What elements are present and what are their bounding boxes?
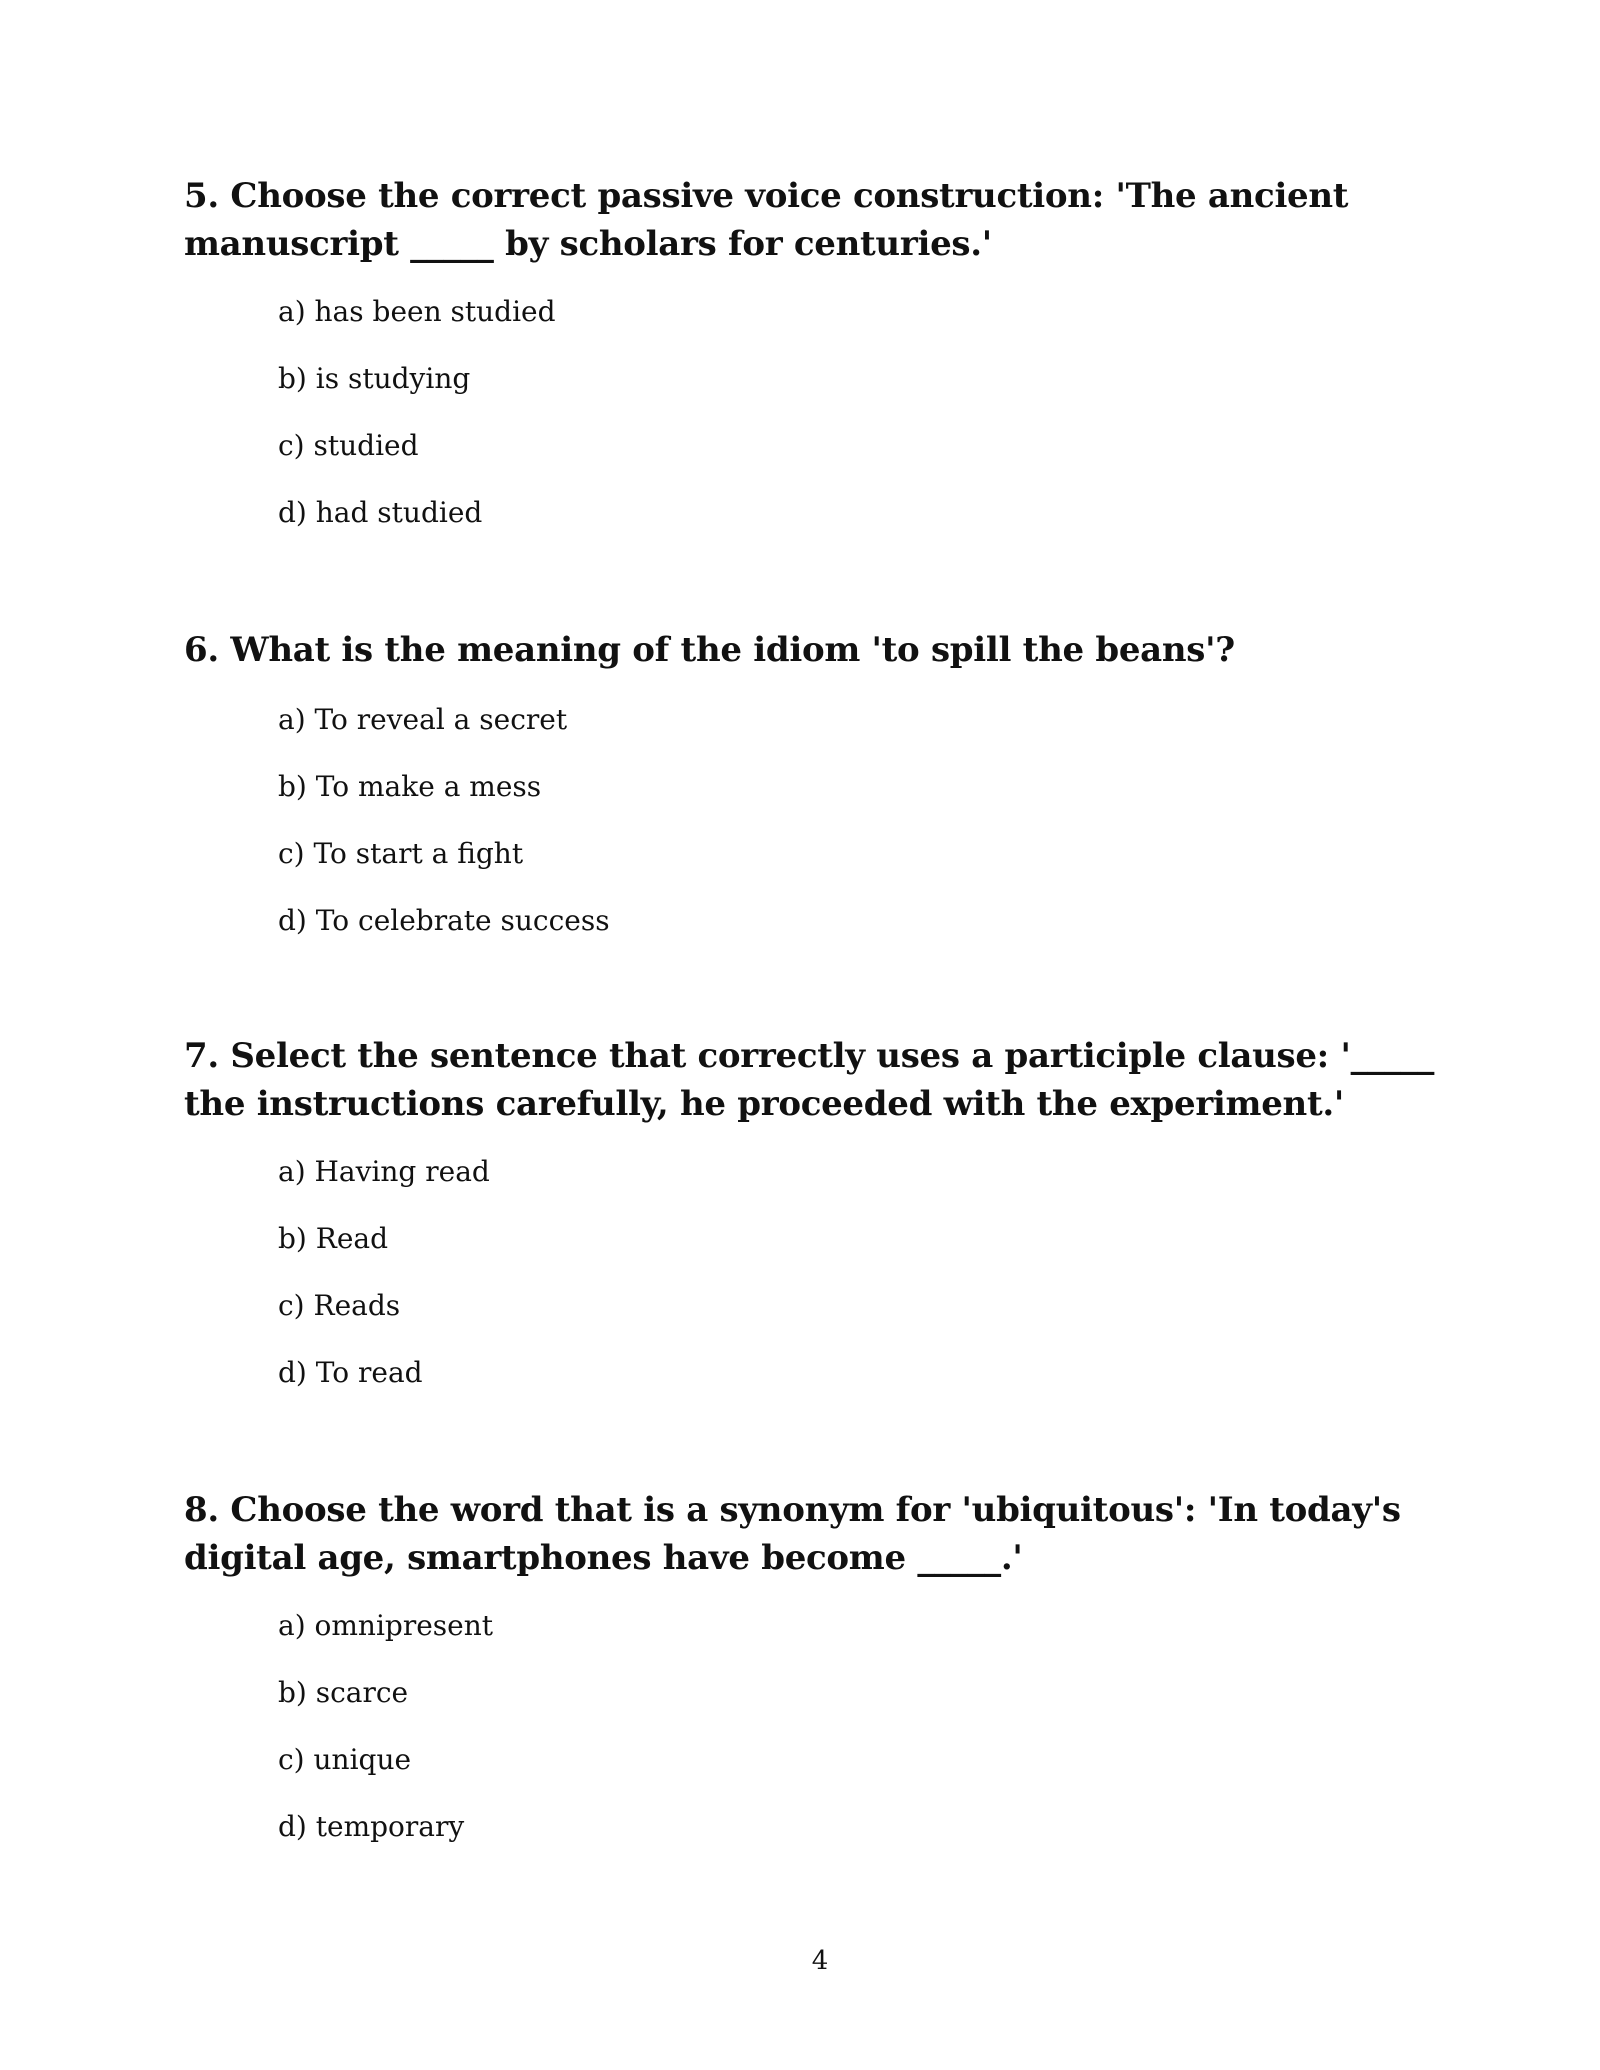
option-c: c) Reads <box>278 1289 401 1322</box>
option-d: d) temporary <box>278 1810 465 1843</box>
option-a: a) has been studied <box>278 295 556 328</box>
option-a: a) Having read <box>278 1155 490 1188</box>
question-text: 8. Choose the word that is a synonym for 'ubiquitous': 'In today's digital age, smartphones have become _____.' <box>184 1490 1401 1578</box>
question-text: 6. What is the meaning of the idiom 'to spill the beans'? <box>184 630 1235 670</box>
option-b: b) is studying <box>278 362 471 395</box>
option-a: a) To reveal a secret <box>278 703 568 736</box>
option-c: c) studied <box>278 429 419 462</box>
question-text: 5. Choose the correct passive voice construction: 'The ancient manuscript _____ by scholars for centuries.' <box>184 176 1349 264</box>
option-c: c) To start a fight <box>278 837 524 870</box>
page-number: 4 <box>811 1946 829 1976</box>
option-d: d) To read <box>278 1356 423 1389</box>
option-b: b) To make a mess <box>278 770 542 803</box>
option-b: b) scarce <box>278 1676 409 1709</box>
option-b: b) Read <box>278 1222 389 1255</box>
question-7 <box>184 1032 1444 1389</box>
question-text: 7. Select the sentence that correctly uses a participle clause: '_____ the instructions carefully, he proceeded with the experiment.' <box>184 1036 1435 1124</box>
question-8 <box>184 1486 1444 1843</box>
option-d: d) had studied <box>278 496 483 529</box>
option-d: d) To celebrate success <box>278 904 610 937</box>
option-a: a) omnipresent <box>278 1609 494 1642</box>
option-c: c) unique <box>278 1743 412 1776</box>
question-5 <box>184 172 1444 529</box>
question-6 <box>184 626 1444 937</box>
